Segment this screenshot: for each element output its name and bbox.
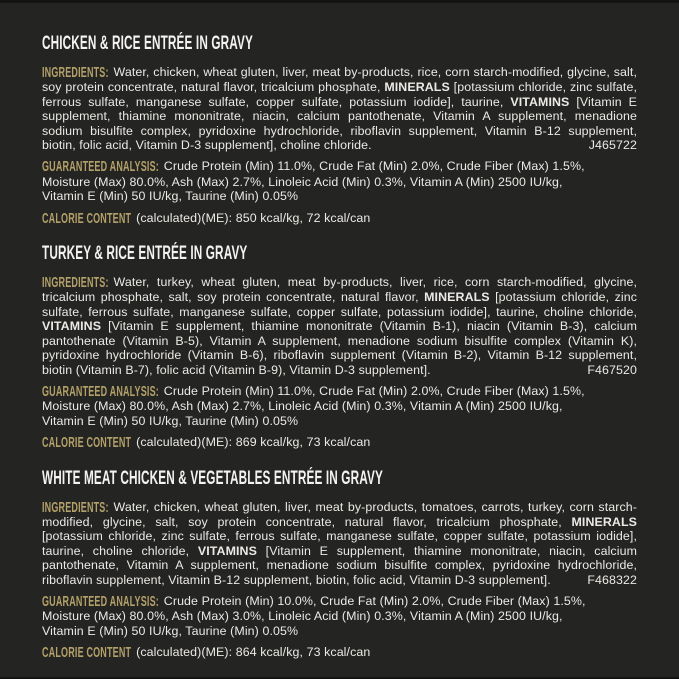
ingredients-paragraph: [42, 65, 637, 152]
section-white-meat-chicken-vegetables: [42, 468, 637, 661]
formula-code: F468322: [587, 572, 637, 587]
analysis-line: Crude Protein (Min) 10.0%, Crude Fat (Min) 2.0%, Crude Fiber (Max) 1.5%,: [163, 594, 586, 609]
guaranteed-analysis-paragraph: [42, 594, 637, 638]
calorie-text: (calculated)(ME): 864 kcal/kg, 73 kcal/can: [136, 645, 371, 660]
ingredients-label: INGREDIENTS:: [42, 499, 109, 516]
formula-code: F467520: [587, 362, 637, 377]
guaranteed-analysis-label: GUARANTEED ANALYSIS:: [42, 383, 159, 400]
guaranteed-analysis-paragraph: [42, 384, 637, 428]
analysis-line: Vitamin E (Min) 50 IU/kg, Taurine (Min) 0.05%: [42, 413, 299, 428]
analysis-line: Moisture (Max) 80.0%, Ash (Max) 2.7%, Linoleic Acid (Min) 0.3%, Vitamin A (Min) 2500 IU/kg,: [42, 174, 563, 189]
section-turkey-rice: [42, 243, 637, 450]
calorie-text: (calculated)(ME): 850 kcal/kg, 72 kcal/can: [136, 210, 371, 225]
analysis-line: Vitamin E (Min) 50 IU/kg, Taurine (Min) 0.05%: [42, 189, 299, 204]
analysis-line: Moisture (Max) 80.0%, Ash (Max) 3.0%, Linoleic Acid (Min) 0.3%, Vitamin A (Min) 2500 IU/kg,: [42, 609, 563, 624]
calorie-content-paragraph: [42, 211, 637, 226]
analysis-line: Moisture (Max) 80.0%, Ash (Max) 2.7%, Linoleic Acid (Min) 0.3%, Vitamin A (Min) 2500 IU/kg,: [42, 399, 563, 414]
section-title-chicken-rice: [42, 33, 637, 55]
ingredients-text: Water, chicken, wheat gluten, liver, meat by-products, rice, corn starch-modified, glycine, salt, soy protein concentrate, natural flavor, tricalcium phosphate, MINERALS [potassium chloride, zinc sulfate, ferrous sulfate, manganese sulfate, copper sulfate, potassium iodide], taurine, VITAMINS [Vitamin E supplement, thiamine mononitrate, niacin, calcium pantothenate, Vitamin A supplement, menadione sodium bisulfite complex, pyridoxine hydrochloride, riboflavin supplement, Vitamin B-12 supplement, biotin, folic acid, Vitamin D-3 supplement], choline chloride.: [42, 65, 637, 153]
analysis-line: Crude Protein (Min) 11.0%, Crude Fat (Min) 2.0%, Crude Fiber (Max) 1.5%,: [163, 159, 585, 174]
analysis-line: Crude Protein (Min) 11.0%, Crude Fat (Min) 2.0%, Crude Fiber (Max) 1.5%,: [163, 383, 585, 398]
ingredients-paragraph: [42, 500, 637, 587]
ingredients-label: INGREDIENTS:: [42, 65, 109, 81]
section-title-turkey-rice: [42, 243, 637, 265]
guaranteed-analysis-paragraph: [42, 159, 637, 203]
section-title-text: TURKEY & RICE ENTRÉE IN GRAVY: [42, 243, 248, 265]
calorie-content-paragraph: [42, 435, 637, 450]
guaranteed-analysis-label: GUARANTEED ANALYSIS:: [42, 159, 159, 176]
formula-code: J465722: [588, 138, 637, 153]
calorie-content-label: CALORIE CONTENT: [42, 645, 132, 662]
analysis-line: Vitamin E (Min) 50 IU/kg, Taurine (Min) 0.05%: [42, 623, 299, 638]
calorie-text: (calculated)(ME): 869 kcal/kg, 73 kcal/can: [136, 435, 371, 450]
calorie-content-label: CALORIE CONTENT: [42, 435, 132, 452]
guaranteed-analysis-label: GUARANTEED ANALYSIS:: [42, 594, 159, 611]
section-title-text: WHITE MEAT CHICKEN & VEGETABLES ENTRÉE IN GRAVY: [42, 467, 383, 489]
section-chicken-rice: [42, 33, 637, 226]
section-title-white-meat-chicken-vegetables: [42, 468, 637, 490]
ingredients-text: Water, chicken, wheat gluten, liver, meat by-products, tomatoes, carrots, turkey, corn starch-modified, glycine, salt, soy protein concentrate, natural flavor, tricalcium phosphate, MINERALS [potassium chloride, zinc sulfate, ferrous sulfate, manganese sulfate, copper sulfate, potassium iodide], taurine, choline chloride, VITAMINS [Vitamin E supplement, thiamine mononitrate, niacin, calcium pantothenate, Vitamin A supplement, menadione sodium bisulfite complex, pyridoxine hydrochloride, riboflavin supplement, Vitamin B-12 supplement, biotin, folic acid, Vitamin D-3 supplement].: [42, 499, 637, 587]
ingredients-text: Water, turkey, wheat gluten, meat by-products, liver, rice, corn starch-modified, glycine, tricalcium phosphate, salt, soy protein concentrate, natural flavor, MINERALS [potassium chloride, zinc sulfate, ferrous sulfate, manganese sulfate, copper sulfate, potassium iodide], taurine, choline chloride, VITAMINS [Vitamin E supplement, thiamine mononitrate (Vitamin B-1), niacin (Vitamin B-3), calcium pantothenate (Vitamin B-5), Vitamin A supplement, menadione sodium bisulfite complex (Vitamin K), pyridoxine hydrochloride (Vitamin B-6), riboflavin supplement (Vitamin B-2), Vitamin B-12 supplement, biotin (Vitamin B-7), folic acid (Vitamin B-9), Vitamin D-3 supplement].: [42, 275, 637, 377]
calorie-content-label: CALORIE CONTENT: [42, 210, 132, 227]
ingredients-paragraph: [42, 275, 637, 377]
ingredients-label: INGREDIENTS:: [42, 275, 109, 292]
calorie-content-paragraph: [42, 645, 637, 660]
section-title-text: CHICKEN & RICE ENTRÉE IN GRAVY: [42, 33, 253, 54]
